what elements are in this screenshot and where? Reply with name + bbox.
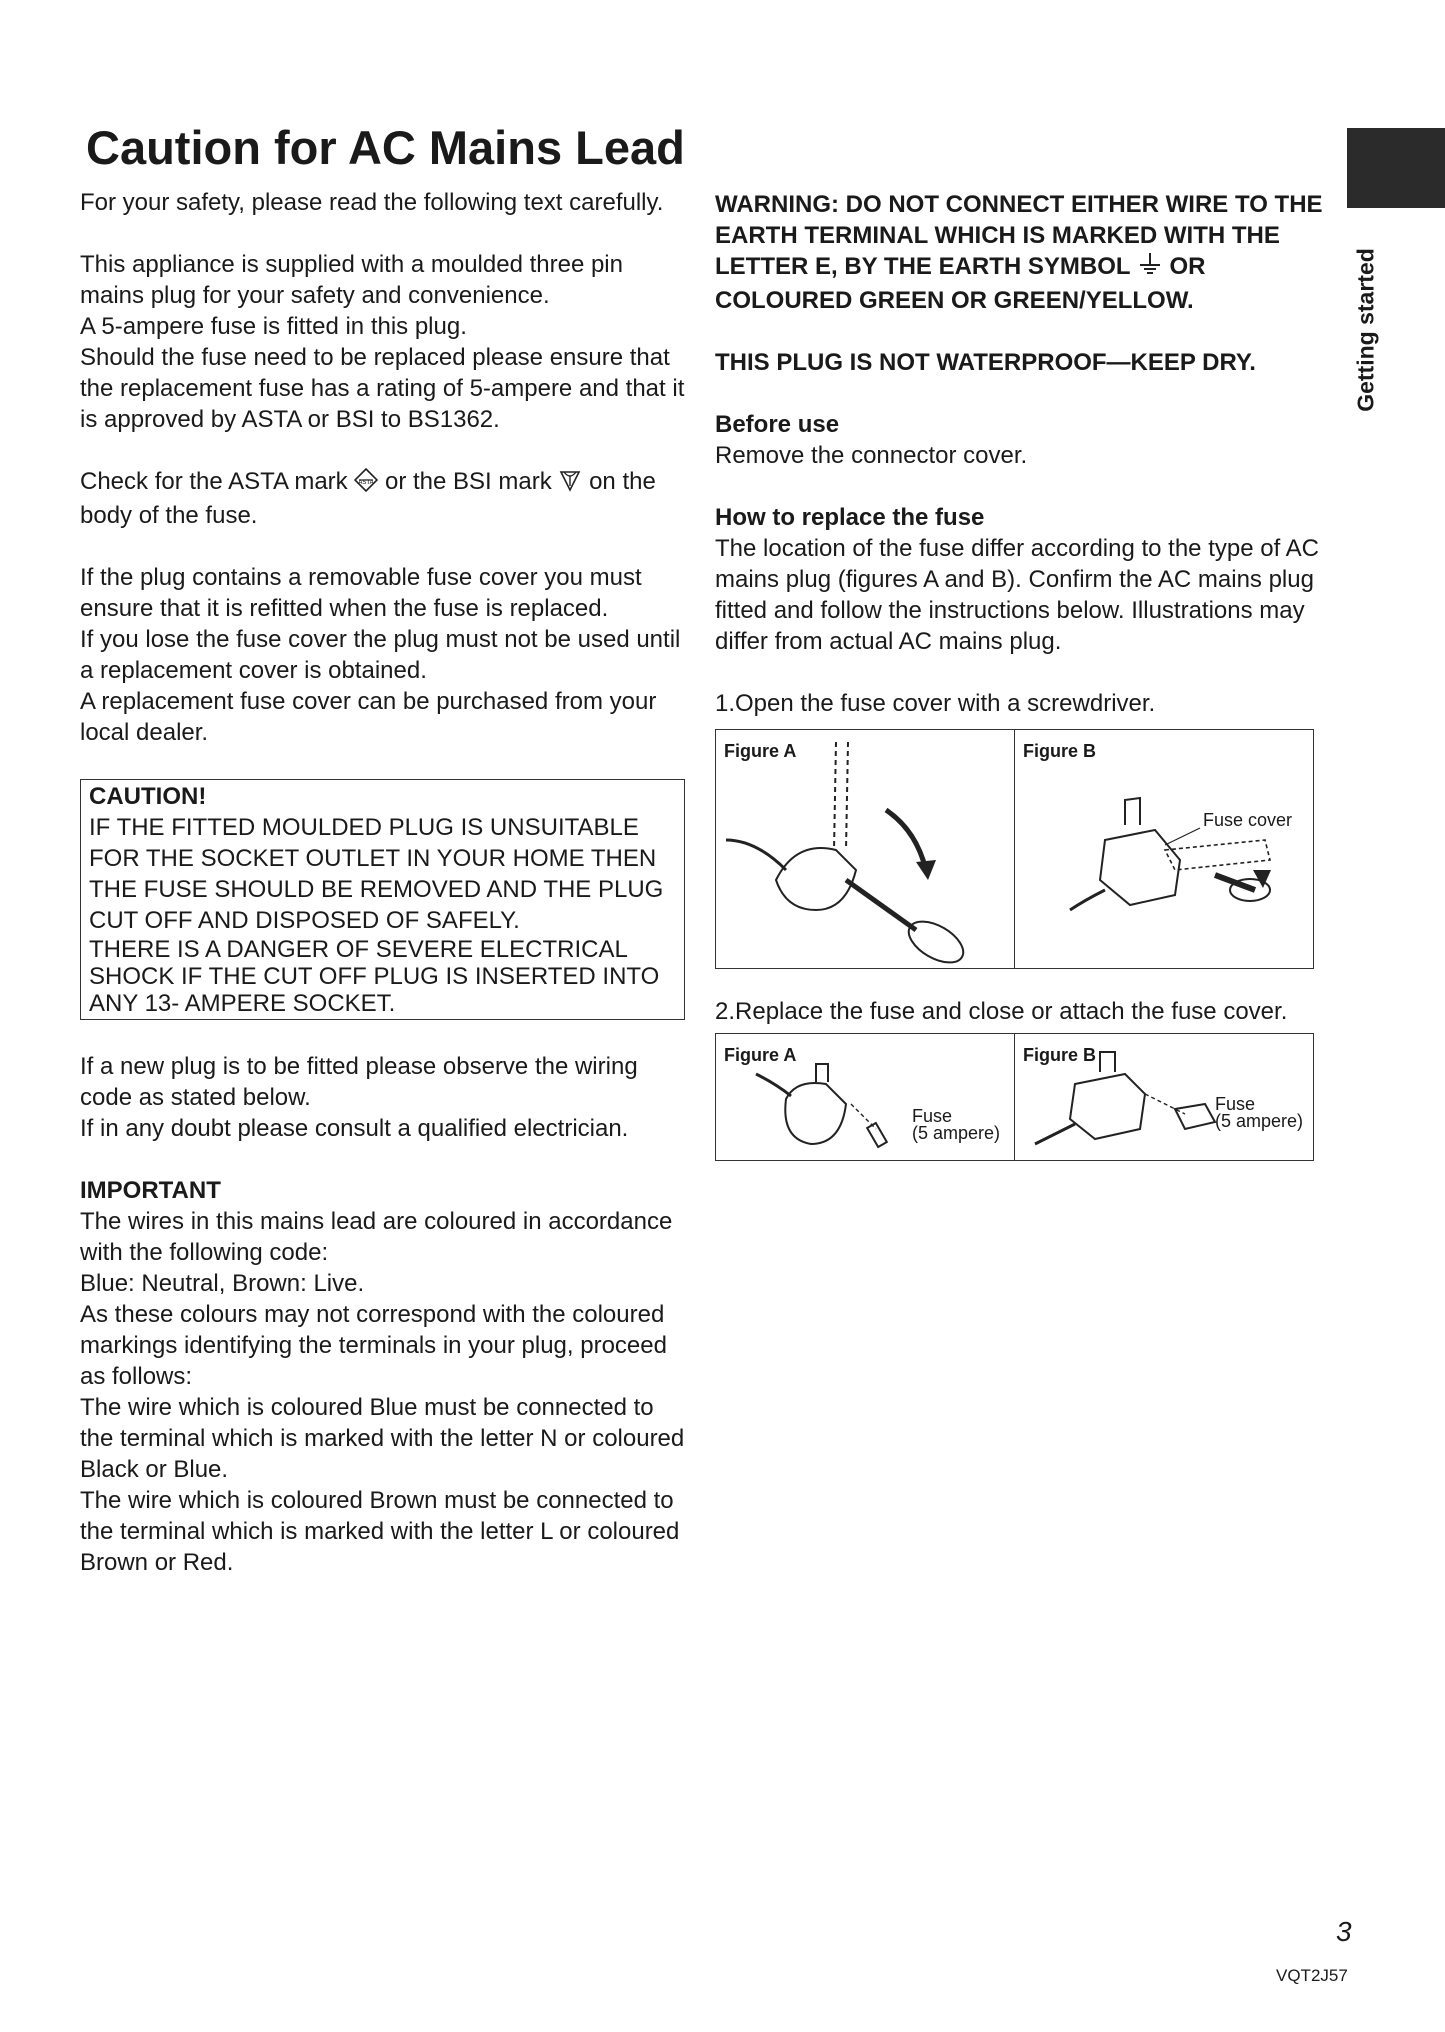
- left-column: [80, 187, 685, 1578]
- figure-a-open: Figure A: [716, 730, 1014, 968]
- document-code: VQT2J57: [1276, 1966, 1348, 1985]
- newplug-text-2: If in any doubt please consult a qualified electrician.: [80, 1115, 629, 1142]
- check-marks-text: Check for the ASTA mark ASTA or the BSI mark on the body of the fuse.: [80, 468, 656, 529]
- bsi-kitemark-icon: [558, 468, 582, 500]
- intro-text: For your safety, please read the following text carefully.: [80, 189, 664, 216]
- cover-text-2: If you lose the fuse cover the plug must not be used until a replacement cover is obtained.: [80, 626, 681, 684]
- step-1-text: 1.Open the fuse cover with a screwdriver.: [715, 690, 1156, 717]
- warning-text: WARNING: DO NOT CONNECT EITHER WIRE TO THE EARTH TERMINAL WHICH IS MARKED WITH THE LETTER E, BY THE EARTH SYMBOL OR COLOURED GREEN OR GREEN/YELLOW.: [715, 191, 1323, 314]
- before-use-heading: Before use: [715, 411, 840, 438]
- replace-fuse-heading: How to replace the fuse: [715, 504, 985, 531]
- page-number: 3: [1336, 1916, 1352, 1947]
- figure-b-replace: Figure B Fuse (5 ampere): [1014, 1034, 1313, 1160]
- fuse-rating-a: (5 ampere): [912, 1123, 1001, 1143]
- figure-b-open: Figure B Fuse cover: [1014, 730, 1313, 968]
- earth-symbol-icon: [1137, 251, 1163, 285]
- side-tab-label: Getting started: [1352, 248, 1379, 412]
- important-text-1: The wires in this mains lead are coloured in accordance with the following code:: [80, 1208, 673, 1266]
- fuse-rating-b: (5 ampere): [1215, 1111, 1304, 1131]
- figure-a-replace: Figure A Fuse (5 ampere): [716, 1034, 1014, 1160]
- before-use-text: Remove the connector cover.: [715, 442, 1028, 469]
- important-heading: IMPORTANT: [80, 1177, 221, 1204]
- plug-screwdriver-illustration-a: [716, 730, 1014, 968]
- caution-text-2: THERE IS A DANGER OF SEVERE ELECTRICAL SHOCK IF THE CUT OFF PLUG IS INSERTED INTO ANY 13- AMPERE SOCKET.: [89, 936, 660, 1017]
- fuse-cover-label: Fuse cover: [1203, 810, 1293, 830]
- cover-text-1: If the plug contains a removable fuse cover you must ensure that it is refitted when the fuse is replaced.: [80, 564, 642, 622]
- important-text-4: The wire which is coloured Blue must be connected to the terminal which is marked with the letter N or coloured Black or Blue.: [80, 1394, 685, 1483]
- supply-text-3: Should the fuse need to be replaced please ensure that the replacement fuse has a rating of 5-ampere and that it is approved by ASTA or BSI to BS1362.: [80, 344, 685, 433]
- asta-mark-icon: [354, 468, 378, 500]
- important-text-2: Blue: Neutral, Brown: Live.: [80, 1270, 365, 1297]
- section-tab: [1347, 128, 1445, 208]
- caution-box: [80, 779, 685, 1020]
- newplug-text-1: If a new plug is to be fitted please observe the wiring code as stated below.: [80, 1053, 638, 1111]
- cover-text-3: A replacement fuse cover can be purchased from your local dealer.: [80, 688, 657, 746]
- supply-text-1: This appliance is supplied with a moulded three pin mains plug for your safety and convenience.: [80, 251, 623, 309]
- right-column: [715, 189, 1325, 1161]
- fuse-label-b: Fuse: [1215, 1094, 1256, 1114]
- fuse-label-a: Fuse: [912, 1106, 953, 1126]
- figure-row-replace-fuse: [715, 1033, 1314, 1161]
- caution-text-1: IF THE FITTED MOULDED PLUG IS UNSUITABLE FOR THE SOCKET OUTLET IN YOUR HOME THEN THE FUSE SHOULD BE REMOVED AND THE PLUG CUT OFF AND DISPOSED OF SAFELY.: [89, 814, 664, 934]
- important-text-3: As these colours may not correspond with the coloured markings identifying the terminals in your plug, proceed as follows:: [80, 1301, 667, 1390]
- step-2-text: 2.Replace the fuse and close or attach the fuse cover.: [715, 998, 1288, 1025]
- waterproof-warning: THIS PLUG IS NOT WATERPROOF—KEEP DRY.: [715, 349, 1256, 376]
- svg-text:ASTA: ASTA: [358, 480, 374, 486]
- fuse-illustration-b: [1015, 1034, 1313, 1160]
- plug-screwdriver-illustration-b: [1015, 730, 1313, 968]
- important-text-5: The wire which is coloured Brown must be connected to the terminal which is marked with the letter L or coloured Brown or Red.: [80, 1487, 680, 1576]
- figure-row-open-cover: [715, 729, 1314, 969]
- supply-text-2: A 5-ampere fuse is fitted in this plug.: [80, 313, 467, 340]
- caution-heading: CAUTION!: [89, 783, 207, 810]
- fuse-illustration-a: [716, 1034, 1014, 1160]
- page-title: Caution for AC Mains Lead: [86, 121, 685, 174]
- replace-fuse-text: The location of the fuse differ according to the type of AC mains plug (figures A and B). Confirm the AC mains plug fitted and follow the instructions below. Illustrations may differ from actual AC mains plug.: [715, 535, 1319, 655]
